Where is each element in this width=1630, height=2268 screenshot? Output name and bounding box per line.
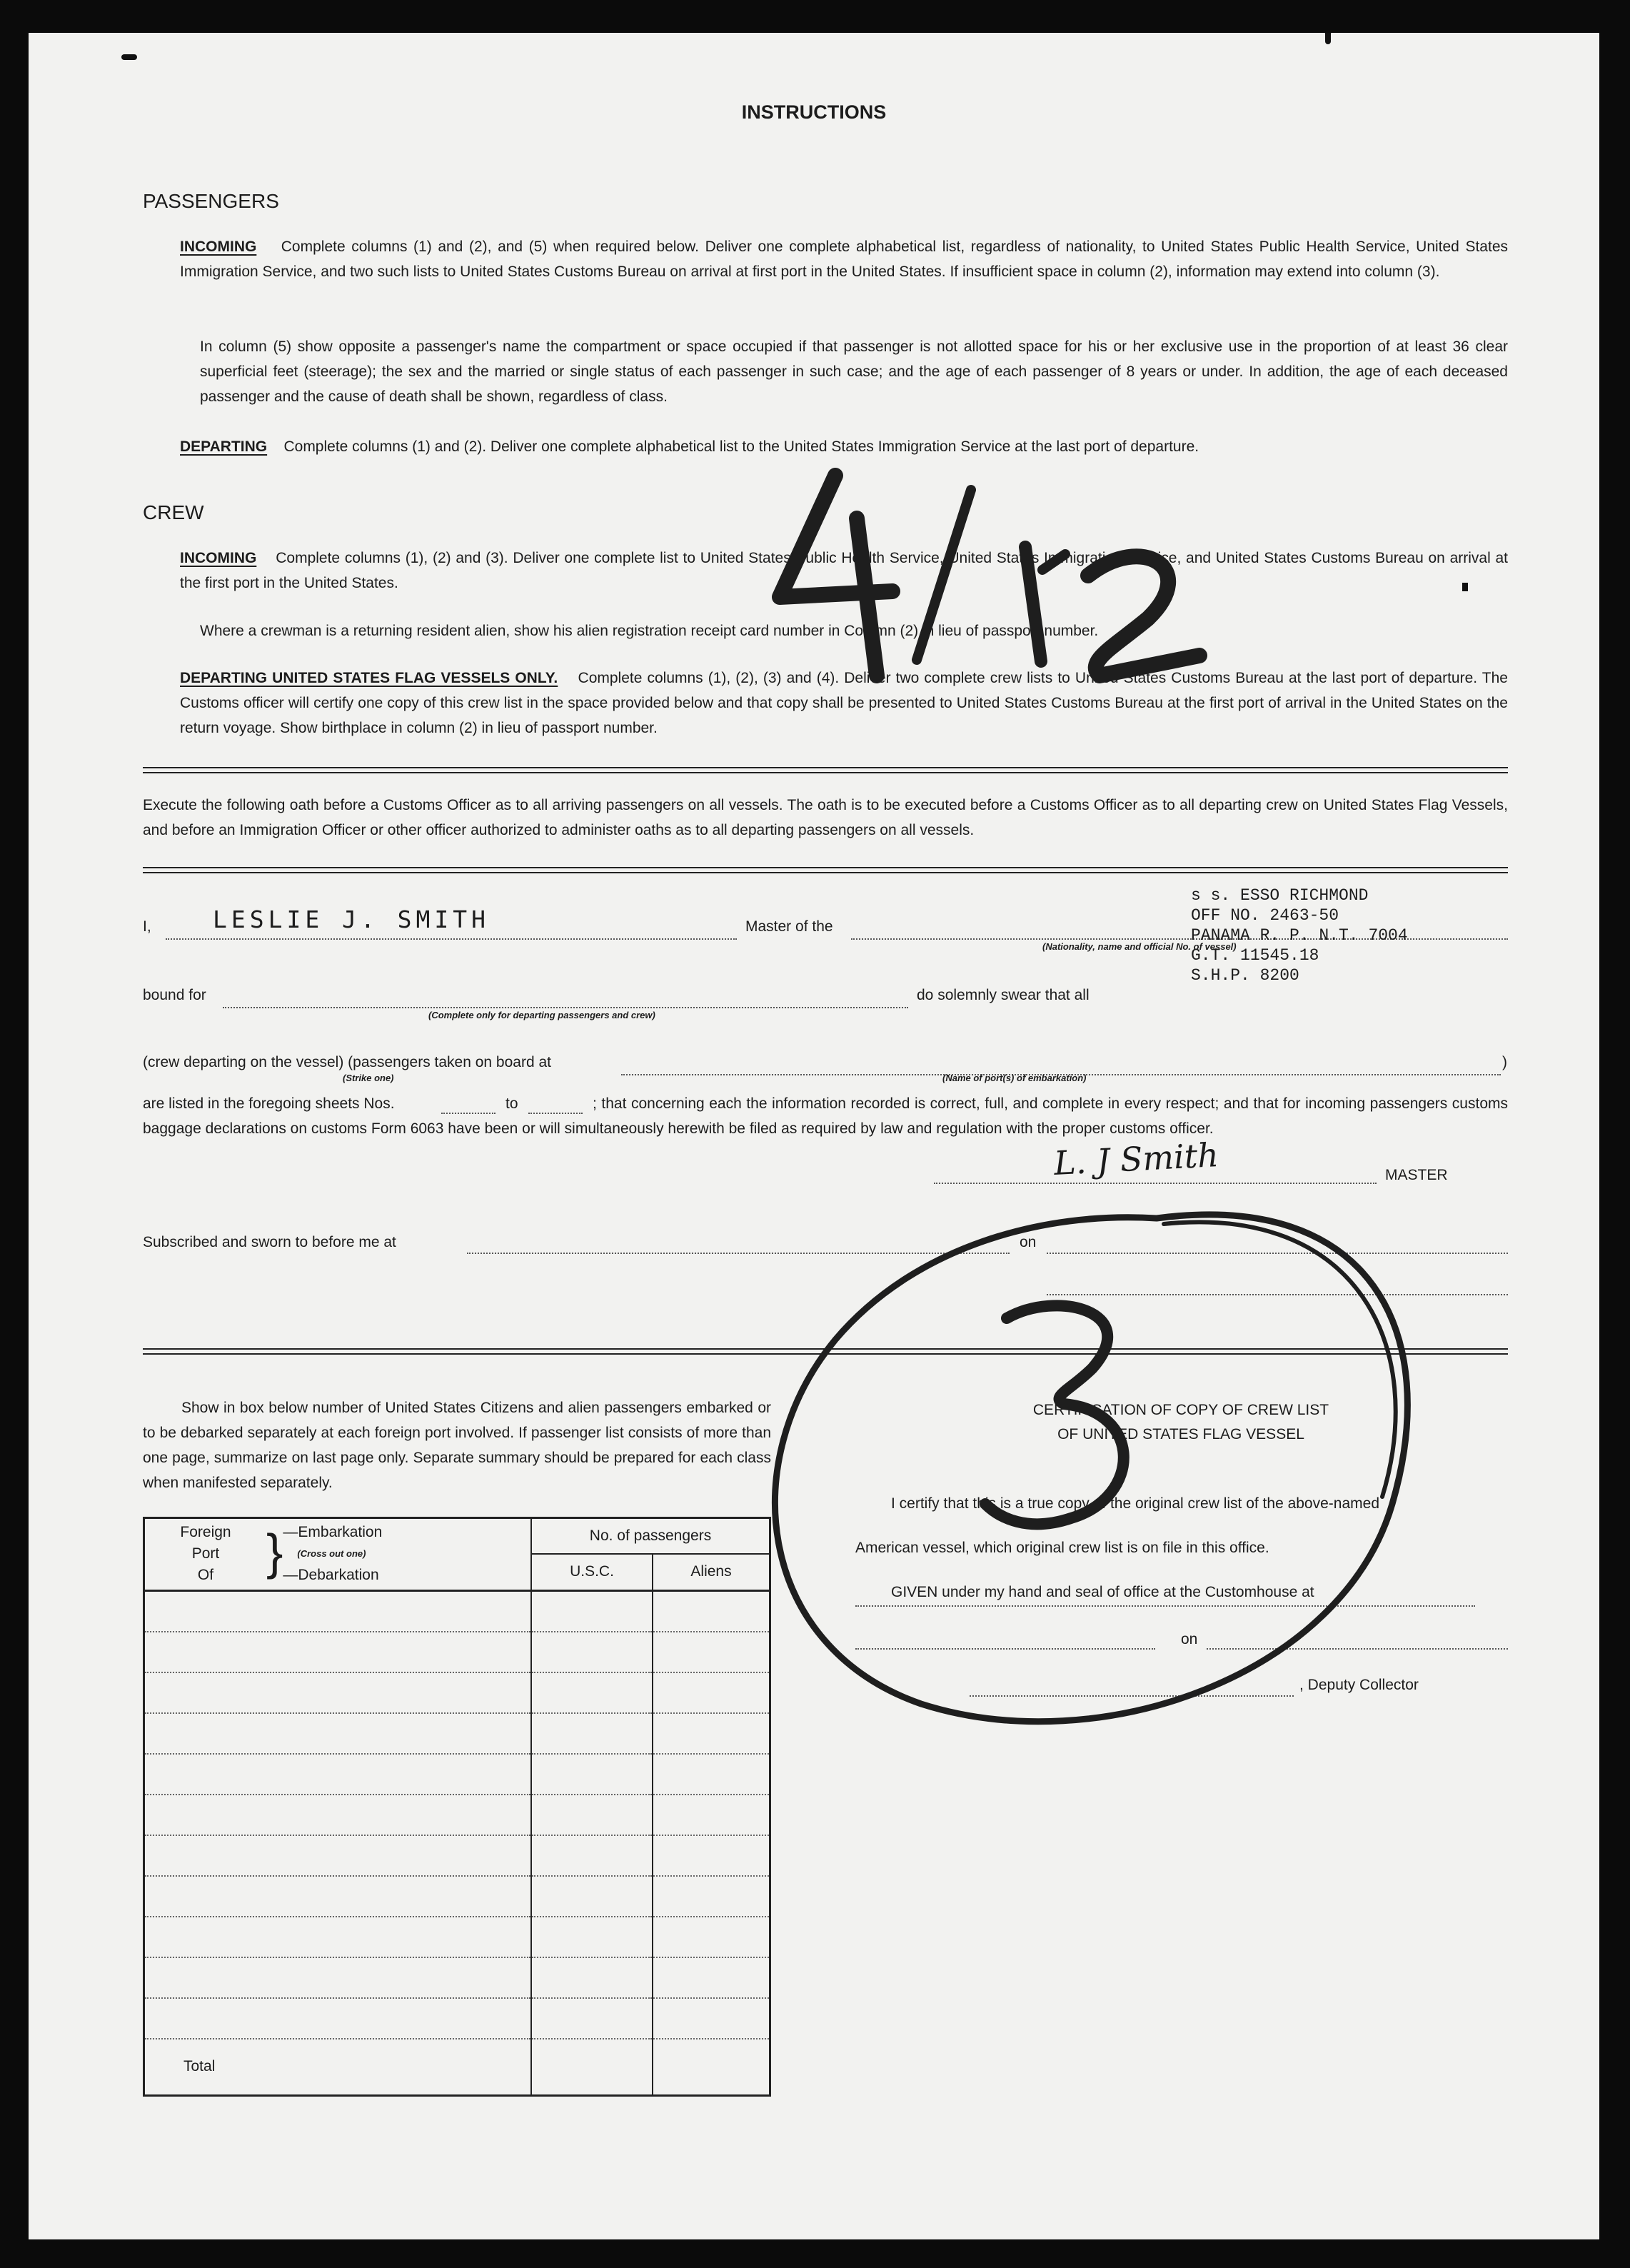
pencil-annotations xyxy=(29,33,1599,2239)
passengers-count-header: No. of passengers xyxy=(531,1518,770,1554)
speck xyxy=(1325,33,1331,44)
brace-glyph: } xyxy=(266,1524,283,1580)
bound-for-label: bound for xyxy=(143,987,206,1003)
passengers-departing-text: Complete columns (1) and (2). Deliver one complete alphabetical list to the United States Immigration Service at the last port of departure. xyxy=(283,438,1199,455)
speck xyxy=(121,54,137,60)
certification-title-line1: CERTIFICATION OF COPY OF CREW LIST xyxy=(1032,1402,1329,1418)
usc-header: U.S.C. xyxy=(531,1554,653,1591)
passengers-departing-label: DEPARTING xyxy=(180,438,268,455)
passengers-heading: PASSENGERS xyxy=(143,190,279,212)
certification-text-1: I certify that this is a true copy of the original crew list of the above-named xyxy=(891,1495,1379,1512)
close-paren: ) xyxy=(1502,1054,1507,1070)
embarkation-label[interactable]: —Embarkation xyxy=(283,1524,383,1540)
oath-instructions: Execute the following oath before a Customs Officer as to all arriving passengers on all vessels. The oath is to be executed before a Customs Officer as to all departing crew on United States Flag Vessels, and before an Immigration Officer or other officer authorized to administer oaths as to all departing passengers on all vessels. xyxy=(143,797,1508,838)
port-label: Port xyxy=(191,1545,220,1562)
to-label: to xyxy=(505,1095,518,1112)
subscribed-on-label: on xyxy=(1020,1234,1037,1250)
crew-incoming-label: INCOMING xyxy=(180,550,257,566)
document-page xyxy=(29,33,1599,2239)
summary-instructions: Show in box below number of United States Citizens and alien passengers embarked or to be debarked separately at each foreign port involved. If passenger list consists of more than one page, summarize on last page only. Separate summary should be prepared for each class when manifested separately. xyxy=(143,1400,771,1491)
certification-title-line2: OF UNITED STATES FLAG VESSEL xyxy=(1057,1426,1304,1442)
handwritten-4-12-mark xyxy=(780,476,1199,676)
embark-note: (Name of port(s) of embarkation) xyxy=(942,1073,1087,1083)
listed-label: are listed in the foregoing sheets Nos. xyxy=(143,1095,395,1112)
master-name-handwritten: LESLIE J. SMITH xyxy=(213,905,490,933)
certification-text-3: GIVEN under my hand and seal of office at the Customhouse at xyxy=(891,1584,1314,1600)
cross-out-note: (Cross out one) xyxy=(297,1548,366,1559)
foreign-label: Foreign xyxy=(180,1524,231,1540)
document-title: INSTRUCTIONS xyxy=(741,101,887,123)
subscribed-label: Subscribed and sworn to before me at xyxy=(143,1234,396,1250)
passengers-column5-paragraph: In column (5) show opposite a passenger's name the compartment or space occupied if that passenger is not allotted space for his or her exclusive use in the proportion of at least 36 clear superficial feet (steerage); the sex and the married or single status of each passenger in such case; and the age of each passenger of 8 years or under. In addition, the age of each deceased passenger and the cause of death shall be shown, regardless of class. xyxy=(200,338,1508,405)
nationality-note: (Nationality, name and official No. of vessel) xyxy=(1042,941,1237,952)
crew-departing-text: Complete columns (1), (2), (3) and (4). Deliver two complete crew lists to United States Customs Bureau at the last port of departure. The Customs officer will certify one copy of this crew list in the space provided below and that copy shall be presented to United States Customs Bureau at the first port of arrival in the United States on the return voyage. Show birthplace in column (2) in lieu of passport number. xyxy=(180,670,1508,736)
bound-for-note: (Complete only for departing passengers and crew) xyxy=(428,1010,655,1020)
crew-incoming-text: Complete columns (1), (2) and (3). Deliver one complete list to United States Public Health Service, United States Immigration Service, and United States Customs Bureau on arrival at the first port in the United States. xyxy=(180,550,1508,591)
certification-on-label: on xyxy=(1181,1631,1198,1647)
strike-note: (Strike one) xyxy=(343,1073,394,1083)
vessel-line-1: s s. ESSO RICHMOND xyxy=(1191,886,1369,905)
crew-heading: CREW xyxy=(143,501,204,523)
vessel-line-5: S.H.P. 8200 xyxy=(1191,966,1299,985)
oath-i-label: I, xyxy=(143,918,151,935)
passengers-incoming-label: INCOMING xyxy=(180,239,257,255)
vessel-line-2: OFF NO. 2463-50 xyxy=(1191,906,1339,925)
oath-master-of-label: Master of the xyxy=(745,918,833,935)
certification-text-2: American vessel, which original crew list is on file in this office. xyxy=(855,1540,1269,1556)
of-label: Of xyxy=(197,1567,214,1583)
vessel-line-4: G.T. 11545.18 xyxy=(1191,946,1319,965)
oath-statement: ; that concerning each the information recorded is correct, full, and complete in every respect; and that for incoming passengers customs baggage declarations on customs Form 6063 have been or will simultaneously herewith be filed as required by law and regulation with the proper customs officer. xyxy=(143,1095,1508,1137)
circled-3-mark xyxy=(775,1215,1408,1722)
passengers-incoming-text: Complete columns (1) and (2), and (5) when required below. Deliver one complete alphabetical list, regardless of nationality, to United States Public Health Service, United States Immigration Service, and two such lists to United States Customs Bureau on arrival at first port in the United States. If insufficient space in column (2), information may extend into column (3). xyxy=(180,239,1509,280)
master-label: MASTER xyxy=(1385,1167,1448,1183)
master-signature: L. J Smith xyxy=(1052,1135,1220,1183)
crew-departing-label: DEPARTING UNITED STATES FLAG VESSELS ONLY. xyxy=(180,670,558,686)
speck xyxy=(1462,583,1468,591)
total-label: Total xyxy=(144,2039,532,2096)
debarkation-label[interactable]: —Debarkation xyxy=(283,1567,379,1583)
swear-label: do solemnly swear that all xyxy=(917,987,1090,1003)
crew-departing-label: (crew departing on the vessel) (passengers taken on board at xyxy=(143,1054,551,1070)
aliens-header: Aliens xyxy=(653,1554,770,1591)
deputy-collector-label: , Deputy Collector xyxy=(1299,1677,1419,1693)
vessel-line-3: PANAMA R. P. N.T. 7004 xyxy=(1191,926,1408,945)
crew-resident-paragraph: Where a crewman is a returning resident alien, show his alien registration receipt card number in Column (2) in lieu of passport number. xyxy=(200,623,1099,639)
